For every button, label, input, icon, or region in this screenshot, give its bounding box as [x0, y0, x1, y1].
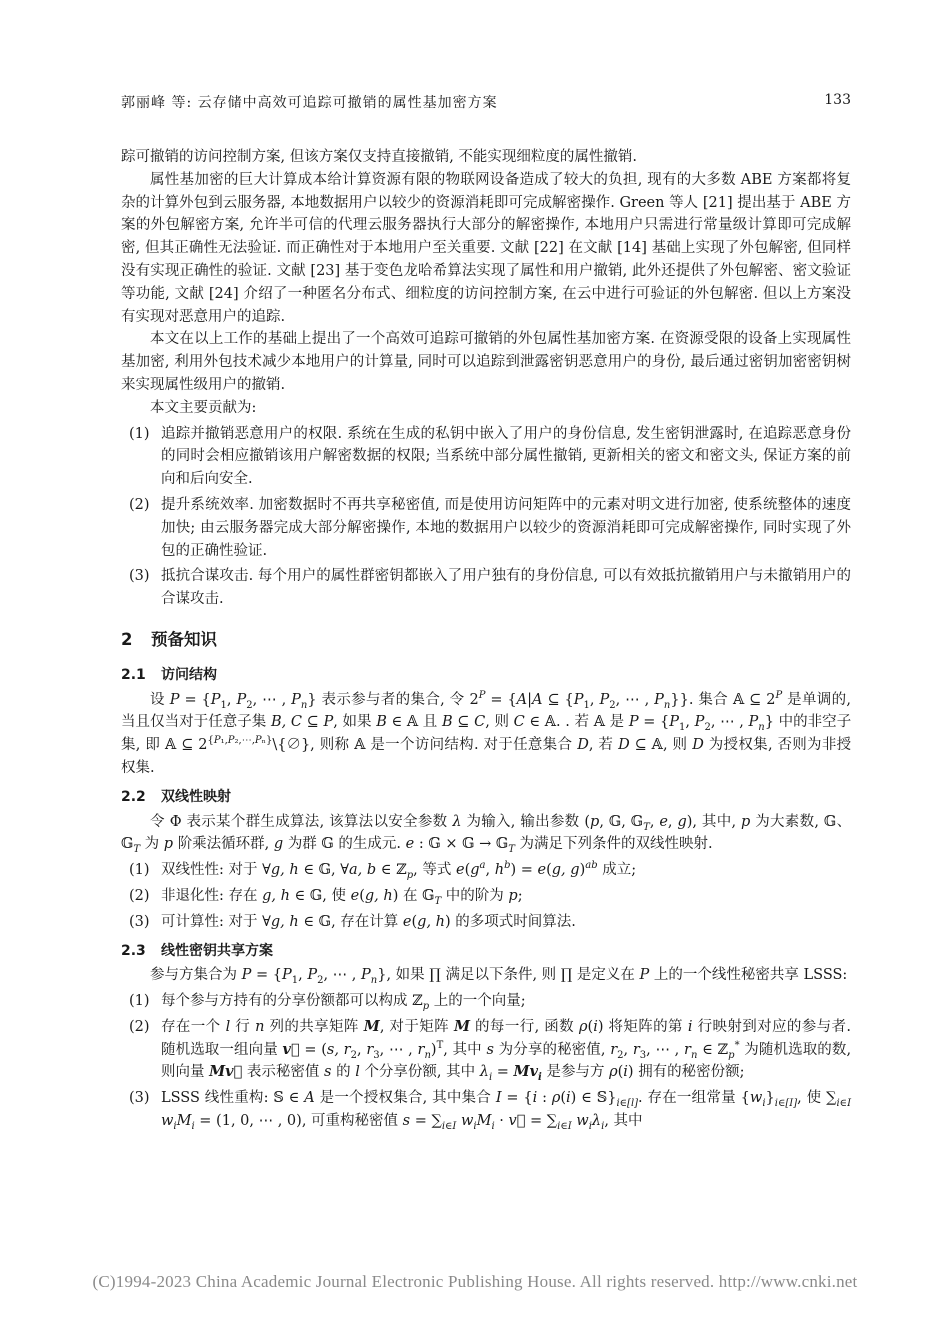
paragraph: 踪可撤销的访问控制方案, 但该方案仅支持直接撤销, 不能实现细粒度的属性撤销.: [121, 149, 638, 165]
contribution-item: (2) 提升系统效率. 加密数据时不再共享秘密值, 而是使用访问矩阵中的元素对明文进行加密, 使系统整体的速度加快; 由云服务器完成大部分解密操作, 本地的数据用户以较少的资源消耗即可完成解密操作, 同时实现了外包的正确性验证.: [129, 496, 851, 559]
property-item: (1) 双线性性: 对于 ∀g, h ∈ 𝔾, ∀a, b ∈ ℤ$_p$, 等式 $e(g^a$, $h^b) = e(g$, g)$^{ab}$ 成立;: [129, 860, 637, 881]
copyright-footer: (C)1994-2023 China Academic Journal Electronic Publishing House. All rights reserved. http://www.cnki.net: [92, 1272, 858, 1291]
page-body: [121, 146, 851, 1133]
page-number: 133: [824, 92, 851, 108]
paragraph: 本文主要贡献为:: [150, 399, 257, 416]
condition-item: (3) LSSS 线性重构: 𝕊 ∈ A 是一个授权集合, 其中集合 I = {i : ρ(i) ∈ $𝕊\}_{i\in[l]}$. 存在一组常量 $\{w_i\}_{i\in[I]}$, 使 $\sum_{i\in I}$ $w_iM_i = (1$, 0, ⋯ , 0), 可重构秘密值 $s = \sum_{i\in I}$ $w_iM_i$ · v⃗ = $\sum_{i\in I}$ $w_i\lambda_i$, 其中: [129, 1090, 852, 1132]
running-title: 郭丽峰 等: 云存储中高效可追踪可撤销的属性基加密方案: [121, 95, 498, 111]
property-item: (3) 可计算性: 对于 ∀g, h ∈ 𝔾, 存在计算 e(g, h) 的多项式时间算法.: [129, 913, 576, 930]
property-item: (2) 非退化性: 存在 g, h ∈ 𝔾, 使 e(g, h) 在 𝔾$_T$ 中的阶为 p;: [129, 887, 523, 907]
section-heading: 2 预备知识: [121, 629, 217, 649]
paragraph: 设 $P = \{P_1$, $P_2$, ⋯ , $P_n$} 表示参与者的集合, 令 $2^P = \{A|A$ ⊆ {$P_1$, $P_2$, ⋯ , $P_n$}}. 集合 𝔸 ⊆ $2^P$ 是单调的, 当且仅当对于任意子集 B, C ⊆ P, 如果 B ∈ 𝔸 且 B ⊆ C, 则 C ∈ 𝔸. . 若 𝔸 是 $P = \{P_1$, $P_2$, ⋯ , $P_n$} 中的非空子集, 即 𝔸 ⊆ $2^{\{P_1,P_2,\cdots,P_n\}}\backslash\{\emptyset\}$, 则称 𝔸 是一个访问结构. 对于任意集合 D, 若 D ⊆ 𝔸, 则 D 为授权集, 否则为非授权集.: [121, 689, 852, 776]
running-header: [121, 92, 851, 112]
subsection-heading: 2.2 双线性映射: [121, 788, 231, 805]
paragraph: 属性基加密的巨大计算成本给计算资源有限的物联网设备造成了较大的负担, 现有的大多数 ABE 方案都将复杂的计算外包到云服务器, 本地数据用户以较少的资源消耗即可完成解密操作. Green 等人 [21] 提出基于 ABE 方案的外包解密方案, 允许半可信的代理云服务器执行大部分的解密操作, 本地用户只需进行常量级计算即可完成解密, 但其正确性无法验证. 而正确性对于本地用户至关重要. 文献 [22] 在文献 [14] 基础上实现了外包解密, 但同样没有实现正确性的验证. 文献 [23] 基于变色龙哈希算法实现了属性和用户撤销, 此外还提供了外包解密、密文验证等功能, 文献 [24] 介绍了一种匿名分布式、细粒度的访问控制方案, 在云中进行可验证的外包解密. 但以上方案没有实现对恶意用户的追踪.: [121, 171, 851, 325]
subsection-heading: 2.3 线性密钥共享方案: [121, 942, 273, 959]
contribution-item: (1) 追踪并撤销恶意用户的权限. 系统在生成的私钥中嵌入了用户的身份信息, 发生密钥泄露时, 在追踪恶意身份的同时会相应撤销该用户解密数据的权限; 当系统中部分属性撤销, 更新相关的密文和密文头, 保证方案的前向和后向安全.: [129, 425, 851, 488]
paragraph: 令 Φ 表示某个群生成算法, 该算法以安全参数 λ 为输入, 输出参数 (p, 𝔾, 𝔾$_T$, e, g), 其中, p 为大素数, 𝔾、𝔾$_T$ 为 p 阶乘法循环群, g 为群 𝔾 的生成元. e : 𝔾 × 𝔾 → 𝔾$_T$ 为满足下列条件的双线性映射.: [121, 813, 852, 856]
condition-item: (1) 每个参与方持有的分享份额都可以构成 ℤ$_p$ 上的一个向量;: [129, 993, 526, 1012]
condition-item: (2) 存在一个 l 行 n 列的共享矩阵 M, 对于矩阵 M 的每一行, 函数 ρ(i) 将矩阵的第 i 行映射到对应的参与者. 随机选取一组向量 v⃗ = (s, $r_2$, $r_3$, ⋯ , $r_n)^T$, 其中 s 为分享的秘密值, $r_2$, $r_3$, ⋯ , $r_n$ ∈ ℤ$_p$* 为随机选取的数, 则向量 Mv⃗ 表示秘密值 s 的 l 个分享份额, 其中 $\lambda_i = Mv_i$ 是参与方 ρ(i) 拥有的秘密份额;: [129, 1017, 852, 1084]
subsection-heading: 2.1 访问结构: [121, 666, 217, 683]
paragraph: 参与方集合为 $P = \{P_1$, $P_2$, ⋯ , $P_n$}, 如果 ∏ 满足以下条件, 则 ∏ 是定义在 P 上的一个线性秘密共享 LSSS:: [150, 967, 848, 987]
paragraph: 本文在以上工作的基础上提出了一个高效可追踪可撤销的外包属性基加密方案. 在资源受限的设备上实现属性基加密, 利用外包技术减少本地用户的计算量, 同时可以追踪到泄露密钥恶意用户的身份, 最后通过密钥加密密钥树来实现属性级用户的撤销.: [121, 331, 851, 393]
contribution-item: (3) 抵抗合谋攻击. 每个用户的属性群密钥都嵌入了用户独有的身份信息, 可以有效抵抗撤销用户与未撤销用户的合谋攻击.: [129, 568, 851, 608]
